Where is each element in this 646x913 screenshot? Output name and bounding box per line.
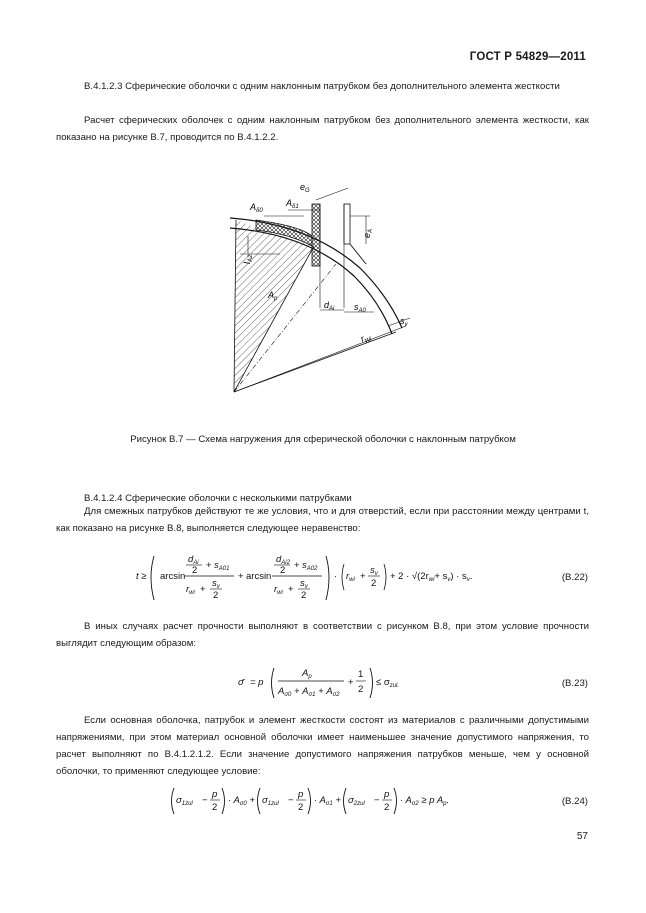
- paragraph-materials: Если основная оболочка, патрубок и элемент жесткости состоят из материалов с различными допустимыми напряжениями, при этом материал основной оболочки имеет наименьшее значение допустимого напряжения, то расчет выполняют по В.4.1.2.1.2. Если значение допустимого напряжения патрубков меньше, чем у основной оболочки, то применяют следующее условие:: [56, 715, 589, 777]
- svg-text:2: 2: [301, 590, 307, 601]
- svg-text:+: +: [288, 584, 294, 595]
- svg-text:σ1zul: $\sigma_{1zul}$: [176, 795, 193, 807]
- svg-text:+: +: [348, 677, 354, 688]
- svg-text:rWi: $r_{Wi}$: [359, 333, 373, 345]
- svg-text:dAi2: $d_{Ai2}$: [276, 554, 290, 566]
- svg-text:· Aσ0 +: · $A_{\sigma 0}$ +: [228, 795, 255, 807]
- svg-text:sA0: $s_{A0}$: [354, 302, 366, 314]
- figure-caption: Рисунок В.7 — Схема нагружения для сферической оболочки с наклонным патрубком: [130, 434, 516, 445]
- svg-text:sv: $s_v$: [212, 578, 220, 590]
- label-Ad1: [285, 198, 299, 210]
- svg-text:arcsin: arcsin: [160, 571, 186, 582]
- svg-text:2: 2: [212, 802, 218, 813]
- nozzle-wall-right: [344, 204, 350, 244]
- svg-text:σ2zul: $\sigma_{2zul}$: [348, 795, 365, 807]
- standard-header: ГОСТ Р 54829—2011: [469, 51, 586, 63]
- svg-text:sA01: $s_{A01}$: [214, 560, 230, 572]
- equation-b24: [168, 786, 458, 816]
- svg-text:σ̄: σ̄: [238, 677, 244, 688]
- svg-text:arcsin: arcsin: [246, 571, 272, 582]
- svg-text:−: −: [374, 795, 380, 806]
- eq24-number: (В.24): [561, 796, 588, 807]
- svg-text:· Aσ1 +: · $A_{\sigma 1}$ +: [314, 795, 341, 807]
- svg-text:2: 2: [192, 565, 198, 576]
- svg-text:·: ·: [334, 571, 338, 582]
- equation-b22: [130, 548, 510, 606]
- svg-text:2: 2: [384, 802, 390, 813]
- svg-text:+ 2 · √(2rwi+ sv) · sv.: + $2 \cdot √(2r_{wi}+ s_v) \cdot s_v$.: [390, 571, 473, 583]
- svg-text:p: p: [212, 789, 218, 800]
- svg-text:· Aσ2 ≥ p Ap.: · $A_{\sigma 2} \ge p$ $A_p$.: [400, 795, 450, 807]
- svg-text:Ap: $A_p$: [268, 290, 278, 302]
- svg-text:sv: $s_v$: [300, 578, 308, 590]
- svg-text:Aδ1: $A_{\delta 1}$: [286, 198, 299, 210]
- svg-text:1: 1: [358, 669, 364, 680]
- svg-text:+: +: [206, 560, 212, 571]
- svg-text:2: 2: [213, 590, 219, 601]
- section-b4123-heading: В.4.1.2.3 Сферические оболочки с одним наклонным патрубком без дополнительного элемента жесткости: [84, 81, 560, 92]
- nozzle-wall-left: [312, 204, 320, 266]
- svg-text:dAi: $d_{Ai}$: [188, 554, 199, 566]
- eq22-lhs: t ≥: [136, 571, 147, 582]
- svg-text:Ap: $A_p$: [302, 668, 312, 680]
- svg-text:2: 2: [280, 565, 286, 576]
- svg-text:−: −: [202, 795, 208, 806]
- eq22-number: (В.22): [561, 572, 588, 583]
- svg-text:+: +: [200, 584, 206, 595]
- svg-text:σ1zul: $\sigma_{1zul}$: [262, 795, 279, 807]
- svg-text:+: +: [360, 571, 366, 582]
- svg-text:p: p: [298, 789, 304, 800]
- equation-b23: [236, 664, 416, 702]
- page-number: 57: [576, 831, 588, 842]
- svg-text:rwi: $r_{wi}$: [346, 571, 355, 583]
- svg-text:eG: $e_G$: [300, 182, 310, 194]
- svg-text:Aδ0: $A_{\delta 0}$: [250, 202, 263, 214]
- figure-b7: [220, 178, 420, 400]
- section-b4124-heading: В.4.1.2.4 Сферические оболочки с несколькими патрубками: [84, 493, 352, 504]
- svg-text:= p: = p: [250, 677, 264, 688]
- svg-text:+: +: [238, 571, 244, 582]
- svg-text:eA: $e_A$: [362, 228, 374, 238]
- svg-text:sv: $s_v$: [370, 565, 378, 577]
- svg-text:2: 2: [358, 684, 364, 695]
- svg-text:sv: $s_v$: [400, 316, 408, 328]
- label-eG: [300, 182, 310, 194]
- svg-text:≤ σzul.: ≤ $\sigma_{zul.}$: [376, 677, 400, 689]
- svg-text:Aσ0 + Aσ1 + Aσ2: $A_{\sigma 0} + A_{\sigma 1} + A_{\sigma 2}$: [278, 686, 340, 698]
- svg-text:2: 2: [371, 578, 377, 589]
- paragraph-other-cases: В иных случаях расчет прочности выполняют в соответствии с рисунком В.8, при этом условие прочности выглядит следующим образом:: [56, 621, 589, 649]
- section-b4124-paragraph: Для смежных патрубков действуют те же условия, что и для отверстий, если при расстоянии между центрами t, как показано на рисунке В.8, выполняется следующее неравенство:: [56, 506, 589, 534]
- svg-text:rwi: $r_{wi}$: [274, 584, 283, 596]
- svg-text:sA02: $s_{A02}$: [302, 560, 318, 572]
- label-rWi: [359, 331, 373, 346]
- svg-text:+: +: [294, 560, 300, 571]
- svg-text:p: p: [384, 789, 390, 800]
- eq23-number: (В.23): [561, 678, 588, 689]
- label-Ad0: [249, 202, 263, 214]
- svg-text:dAi: $d_{Ai}$: [324, 300, 335, 312]
- section-b4123-paragraph: Расчет сферических оболочек с одним наклонным патрубком без дополнительного элемента жесткости, как показано на рисунке В.7, проводится по В.4.1.2.2.: [56, 115, 589, 143]
- svg-text:2: 2: [298, 802, 304, 813]
- svg-text:−: −: [288, 795, 294, 806]
- label-eA: [362, 229, 374, 238]
- svg-text:rwi: $r_{wi}$: [186, 584, 195, 596]
- svg-text:lA2: $l_{A2}$: [242, 254, 254, 264]
